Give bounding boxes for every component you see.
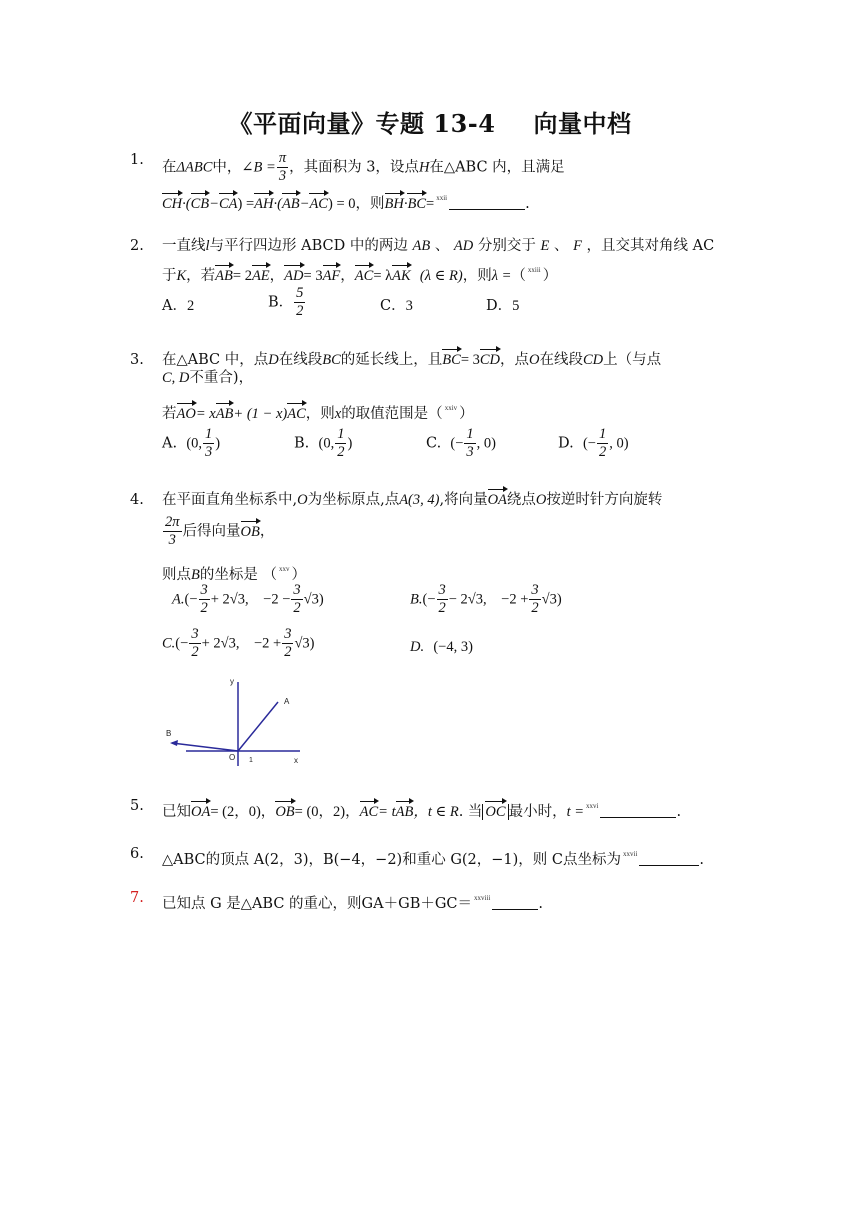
vector-oa bbox=[238, 702, 278, 751]
unit-label: 1 bbox=[249, 757, 253, 764]
option-d: D. (− $\frac{1}{2}$ , 0) bbox=[558, 426, 629, 460]
question-number: 1. bbox=[130, 152, 144, 168]
answer-ref: xxvii bbox=[623, 850, 638, 858]
fraction: $\frac{3}{2}$ bbox=[200, 582, 208, 616]
fraction: $\frac{\pi}{3}$ bbox=[278, 150, 287, 184]
coordinate-figure bbox=[160, 672, 310, 772]
point-b-label: B bbox=[166, 729, 172, 738]
question-line: 一直线l与平行四边形 ABCD 中的两边 AB 、 AD 分别交于 E 、 F ，且交其对角线 AC bbox=[162, 238, 715, 254]
fraction: $\frac{1}{2}$ bbox=[598, 426, 607, 460]
option-d: D．5 bbox=[486, 298, 520, 314]
answer-ref: xxiii bbox=[527, 266, 541, 274]
option-c: C. (− $\frac{1}{3}$ , 0) bbox=[426, 426, 497, 460]
answer-ref: xxviii bbox=[474, 894, 491, 902]
magnitude: OC bbox=[482, 804, 508, 820]
question-line: 于K，若AB= 2AE，AD= 3AF，AC= λAK (λ ∈ R)，则λ =（ $^{xxiii}$ ） bbox=[162, 266, 558, 284]
answer-blank bbox=[449, 195, 525, 210]
fraction: $\frac{3}{2}$ bbox=[438, 582, 446, 616]
answer-ref: xxii bbox=[436, 194, 448, 202]
question-line: 已知OA= (2，0)，OB= (0，2)，AC= tAB，t ∈ R. 当 OC 最小时，t = $^{xxvi}$ . bbox=[162, 802, 682, 820]
answer-ref: xxiv bbox=[444, 404, 458, 412]
answer-ref: xxv bbox=[278, 565, 290, 573]
fraction: $\frac{2\pi}{3}$ bbox=[165, 514, 180, 548]
answer-blank bbox=[492, 895, 538, 910]
title-main: 《平面向量》专题 13-4 bbox=[228, 109, 496, 138]
question-line: CH·(CB−CA) =AH·(AB−AC) = 0，则BH·BC= $^{xxii}$ . bbox=[162, 194, 530, 212]
option-c: C.(− $\frac{3}{2}$ + 2√3, −2 + $\frac{3}{2}$ √3) bbox=[162, 626, 315, 660]
option-c: C．3 bbox=[380, 298, 413, 314]
question-line: C, D不重合)， bbox=[162, 370, 254, 386]
option-b: B.(− $\frac{3}{2}$ − 2√3, −2 + $\frac{3}{2}$ √3) bbox=[410, 582, 562, 616]
question-line: 在平面直角坐标系中,O为坐标原点,点A(3, 4),将向量OA绕点O按逆时针方向旋转 bbox=[162, 492, 663, 508]
question-line: △ABC的顶点 A(2，3)，B(−4，−2)和重心 G(2，−1)，则 C点坐标为 $^{xxvii}$ . bbox=[162, 850, 705, 868]
question-line: $\frac{2\pi}{3}$ 后得向量OB， bbox=[165, 514, 275, 548]
title-sub: 向量中档 bbox=[533, 109, 632, 138]
answer-blank bbox=[639, 851, 699, 866]
question-number: 3. bbox=[130, 352, 144, 368]
x-axis-label: x bbox=[294, 756, 298, 765]
question-number: 7. bbox=[130, 890, 144, 906]
option-a: A. (0, $\frac{1}{3}$ ) bbox=[162, 426, 221, 460]
question-line: 若AO= xAB+ (1 − x)AC，则x的取值范围是（ $^{xxiv}$ ） bbox=[162, 404, 474, 422]
question-line: 在ΔABC中，∠B = $\frac{\pi}{3}$ ，其面积为 3，设点H在△ABC 内，且满足 bbox=[162, 150, 565, 184]
question-number: 2. bbox=[130, 238, 144, 254]
question-number: 6. bbox=[130, 846, 144, 862]
fraction: $\frac{5}{2}$ bbox=[296, 285, 304, 319]
arrowhead-b bbox=[170, 740, 178, 746]
fraction: $\frac{3}{2}$ bbox=[284, 626, 292, 660]
fraction: $\frac{1}{3}$ bbox=[205, 426, 213, 460]
option-b: B. (0, $\frac{1}{2}$ ) bbox=[294, 426, 353, 460]
option-d: D. (−4, 3) bbox=[410, 639, 473, 655]
document-title bbox=[0, 104, 860, 139]
fraction: $\frac{1}{2}$ bbox=[337, 426, 345, 460]
option-b: B． $\frac{5}{2}$ bbox=[268, 285, 304, 319]
origin-label: O bbox=[229, 753, 236, 762]
point-a-label: A bbox=[284, 697, 290, 706]
question-line: 已知点 G 是△ABC 的重心，则GA＋GB＋GC＝ $^{xxviii}$ . bbox=[162, 894, 543, 912]
vector-ob bbox=[172, 743, 238, 751]
fraction: $\frac{3}{2}$ bbox=[531, 582, 539, 616]
option-a: A.(− $\frac{3}{2}$ + 2√3, −2 − $\frac{3}{2}$ √3) bbox=[172, 582, 324, 616]
question-line: 在△ABC 中，点D在线段BC的延长线上，且BC= 3CD，点O在线段CD上（与点 bbox=[162, 352, 662, 368]
y-axis-label: y bbox=[230, 677, 234, 686]
answer-blank bbox=[600, 803, 676, 818]
question-line: 则点B的坐标是 （ $^{xxv}$ ） bbox=[162, 565, 306, 583]
fraction: $\frac{1}{3}$ bbox=[466, 426, 474, 460]
question-number: 4. bbox=[130, 492, 144, 508]
fraction: $\frac{3}{2}$ bbox=[293, 582, 301, 616]
option-a: A．2 bbox=[162, 298, 195, 314]
answer-ref: xxvi bbox=[586, 802, 599, 810]
fraction: $\frac{3}{2}$ bbox=[191, 626, 199, 660]
question-number: 5. bbox=[130, 798, 144, 814]
